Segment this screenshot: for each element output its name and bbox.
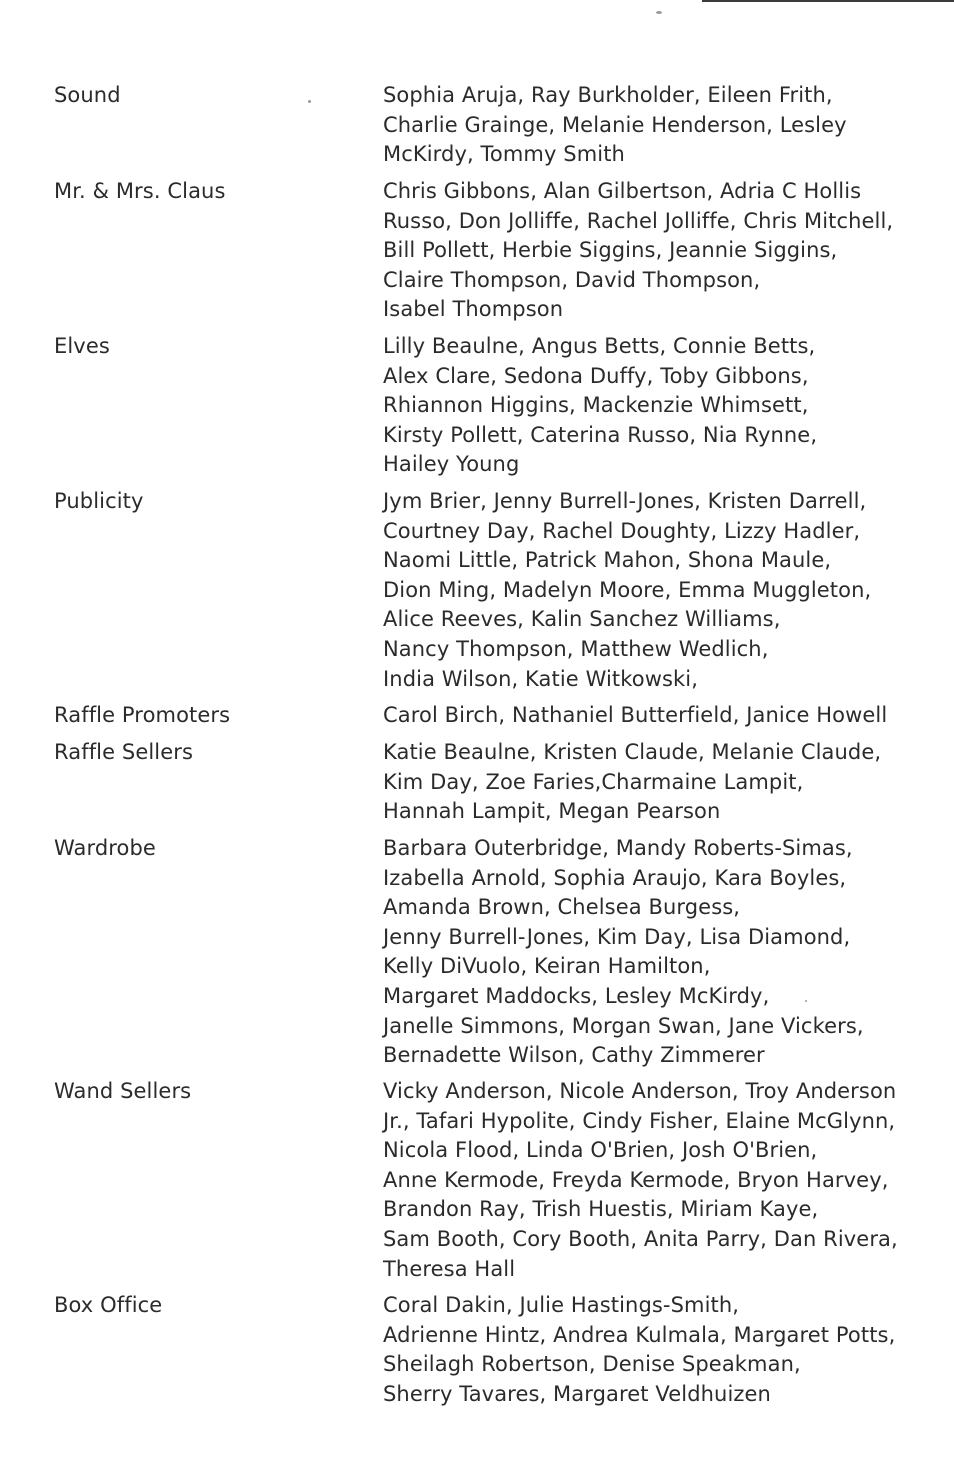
names-line: Sam Booth, Cory Booth, Anita Parry, Dan Rivera, xyxy=(383,1226,898,1251)
role-label: Sound xyxy=(54,83,121,107)
names-line: Hailey Young xyxy=(383,452,520,477)
names-line: Nancy Thompson, Matthew Wedlich, xyxy=(383,636,769,661)
names-list xyxy=(383,332,883,480)
names-line: Amanda Brown, Chelsea Burgess, xyxy=(383,895,741,920)
names-line: Hannah Lampit, Megan Pearson xyxy=(383,799,721,824)
names-line: Rhiannon Higgins, Mackenzie Whimsett, xyxy=(383,393,809,418)
role-label: Mr. & Mrs. Claus xyxy=(54,179,226,203)
names-line: Izabella Arnold, Sophia Araujo, Kara Boyles, xyxy=(383,865,847,890)
names-line: Alex Clare, Sedona Duffy, Toby Gibbons, xyxy=(383,363,809,388)
names-line: Kim Day, Zoe Faries,Charmaine Lampit, xyxy=(383,769,804,794)
names-line: Theresa Hall xyxy=(383,1256,516,1281)
role-label: Publicity xyxy=(54,489,144,513)
names-line: Courtney Day, Rachel Doughty, Lizzy Hadler, xyxy=(383,518,861,543)
names-line: Kirsty Pollett, Caterina Russo, Nia Rynne, xyxy=(383,422,818,447)
names-list xyxy=(383,701,888,731)
names-line: Sophia Aruja, Ray Burkholder, Eileen Frith, xyxy=(383,83,833,107)
names-line: Brandon Ray, Trish Huestis, Miriam Kaye, xyxy=(383,1197,819,1222)
names-line: Vicky Anderson, Nicole Anderson, Troy Anderson xyxy=(383,1079,897,1103)
names-line: Anne Kermode, Freyda Kermode, Bryon Harvey, xyxy=(383,1167,889,1192)
names-line: Coral Dakin, Julie Hastings-Smith, xyxy=(383,1293,740,1317)
names-line: Russo, Don Jolliffe, Rachel Jolliffe, Chris Mitchell, xyxy=(383,208,894,233)
names-line: Jenny Burrell-Jones, Kim Day, Lisa Diamond, xyxy=(383,924,851,949)
names-line: Isabel Thompson xyxy=(383,297,564,322)
names-line: Jr., Tafari Hypolite, Cindy Fisher, Elaine McGlynn, xyxy=(383,1108,896,1133)
names-line: Kelly DiVuolo, Keiran Hamilton, xyxy=(383,954,711,979)
names-line: Chris Gibbons, Alan Gilbertson, Adria C Hollis xyxy=(383,179,862,203)
paper-speck xyxy=(656,11,662,14)
names-line: McKirdy, Tommy Smith xyxy=(383,142,625,167)
names-line: Bill Pollett, Herbie Siggins, Jeannie Siggins, xyxy=(383,238,838,263)
names-list xyxy=(383,738,883,827)
names-list xyxy=(383,1077,898,1284)
names-line: Margaret Maddocks, Lesley McKirdy, xyxy=(383,983,770,1008)
names-line: Katie Beaulne, Kristen Claude, Melanie Claude, xyxy=(383,740,882,764)
names-line: Claire Thompson, David Thompson, xyxy=(383,267,761,292)
names-line: Barbara Outerbridge, Mandy Roberts-Simas, xyxy=(383,836,853,860)
names-line: Sherry Tavares, Margaret Veldhuizen xyxy=(383,1381,771,1406)
role-label: Elves xyxy=(54,334,110,358)
names-line: Charlie Grainge, Melanie Henderson, Lesley xyxy=(383,112,847,137)
names-line: Nicola Flood, Linda O'Brien, Josh O'Brien, xyxy=(383,1138,818,1163)
names-line: Sheilagh Robertson, Denise Speakman, xyxy=(383,1352,801,1377)
names-line: Carol Birch, Nathaniel Butterfield, Janice Howell xyxy=(383,703,888,727)
names-line: India Wilson, Katie Witkowski, xyxy=(383,666,698,691)
names-list xyxy=(383,834,883,1071)
role-label: Wand Sellers xyxy=(54,1079,192,1103)
role-label: Wardrobe xyxy=(54,836,156,860)
names-line: Jym Brier, Jenny Burrell-Jones, Kristen Darrell, xyxy=(383,489,867,513)
names-line: Lilly Beaulne, Angus Betts, Connie Betts, xyxy=(383,334,816,358)
names-list xyxy=(383,487,883,694)
role-label: Raffle Promoters xyxy=(54,703,231,727)
names-line: Dion Ming, Madelyn Moore, Emma Muggleton, xyxy=(383,577,872,602)
role-label: Raffle Sellers xyxy=(54,740,194,764)
names-list xyxy=(383,81,883,170)
names-line: Janelle Simmons, Morgan Swan, Jane Vickers, xyxy=(383,1013,864,1038)
names-line: Bernadette Wilson, Cathy Zimmerer xyxy=(383,1043,765,1068)
top-rule xyxy=(702,0,954,2)
names-line: Naomi Little, Patrick Mahon, Shona Maule, xyxy=(383,548,832,573)
names-list xyxy=(383,177,894,325)
names-line: Adrienne Hintz, Andrea Kulmala, Margaret Potts, xyxy=(383,1322,896,1347)
role-label: Box Office xyxy=(54,1293,163,1317)
names-line: Alice Reeves, Kalin Sanchez Williams, xyxy=(383,607,781,632)
names-list xyxy=(383,1291,896,1409)
